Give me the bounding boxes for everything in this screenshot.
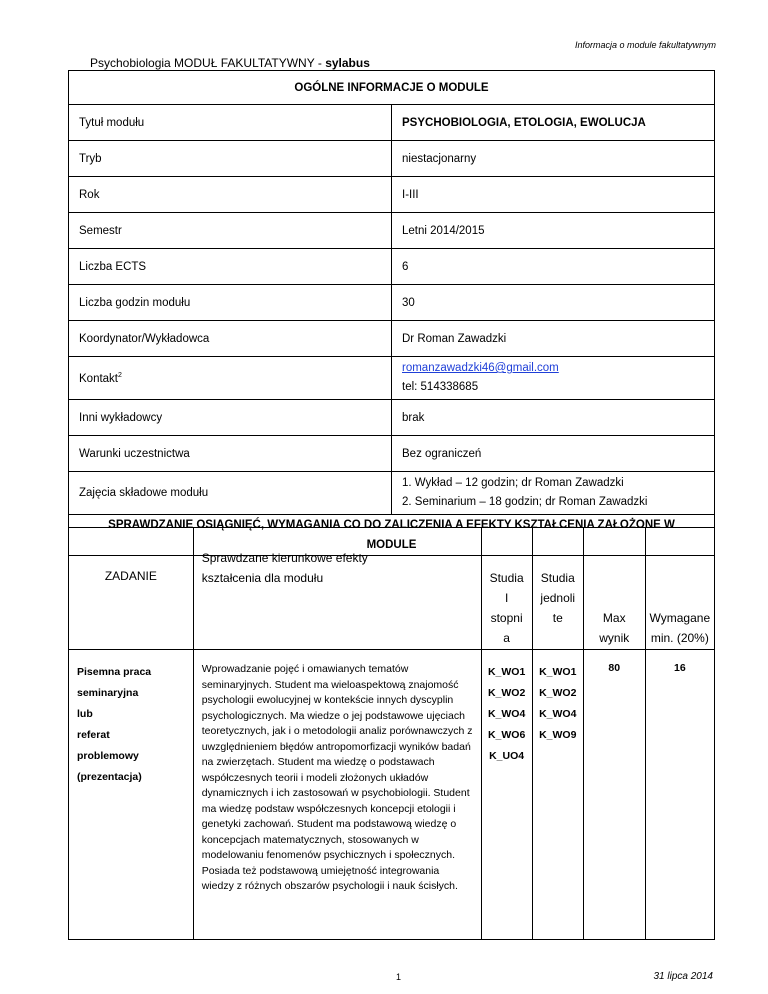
effect-code: K_WO4 <box>539 708 577 720</box>
document-title-bold: sylabus <box>325 56 370 70</box>
task-line: referat <box>77 729 110 741</box>
classes-value <box>392 472 715 515</box>
row-label: Koordynator/Wykładowca <box>69 321 392 357</box>
assessment-table <box>68 527 715 940</box>
row-label: Liczba godzin modułu <box>69 285 392 321</box>
max-score: 80 <box>583 650 645 940</box>
general-info-table <box>68 70 715 556</box>
row-value: Bez ograniczeń <box>392 436 715 472</box>
general-info-heading: OGÓLNE INFORMACJE O MODULE <box>69 71 715 105</box>
column-header-required <box>645 528 714 650</box>
assessment-heading-line-1: SPRAWDZANIE OSIĄGNIĘĆ, WYMAGANIA CO DO ZALICZENIA A EFEKTY KSZTAŁCENIA ZAŁOŻONE W <box>108 519 675 531</box>
effect-code: K_WO2 <box>487 687 526 699</box>
column-header-studia-i <box>481 528 532 650</box>
task-line: (prezentacja) <box>77 771 142 783</box>
header-line: te <box>552 611 563 625</box>
class-line-1: 1. Wykład – 12 godzin; dr Roman Zawadzki <box>402 477 624 489</box>
assessment-header-row <box>69 528 715 650</box>
row-label: Zajęcia składowe modułu <box>69 472 392 515</box>
top-right-note: Informacja o module fakultatywnym <box>574 40 716 50</box>
effects-description: Wprowadzanie pojęć i omawianych tematów seminaryjnych. Student ma wieloaspektową znajomość psychologii ewolucyjnej w kontekście innych dyscyplin psychologicznych. Ma wiedze o jej podstawowe ujęciach teoretycznych, jak i o metodologii analiz porównawczych z uwzględnieniem błędów antropomorfizacji wyników badań na zwierzętach. Student ma wiedzę o podstawach współczesnych teorii i modeli złożonych układów dynamicznych i ich zastosowań w psychobiologii. Student ma wiedzę podstaw współczesnych koncepcji etologii i genetyki zachowań. Student ma podstawową wiedzę o koncepcjach matematycznych, stosowanych w modelowaniu fenomenów psychicznych i społecznych. Posiada też podstawową umiejętność integrowania wiedzy z różnych obszarów psychologii i nauk ścisłych. <box>193 650 481 940</box>
table-row <box>69 400 715 436</box>
row-value: I-III <box>392 177 715 213</box>
row-value: Letni 2014/2015 <box>392 213 715 249</box>
effect-code: K_WO1 <box>539 666 577 678</box>
row-label: Tytuł modułu <box>69 105 392 141</box>
column-header-task: ZADANIE <box>69 528 194 650</box>
effect-code: K_WO9 <box>539 729 577 741</box>
column-header-effects <box>193 528 481 650</box>
contact-label <box>69 357 392 400</box>
effects-header-line-2: kształcenia dla modułu <box>201 571 324 585</box>
row-label: Rok <box>69 177 392 213</box>
row-label: Inni wykładowcy <box>69 400 392 436</box>
row-value: 6 <box>392 249 715 285</box>
studia-i-codes <box>481 650 532 940</box>
column-header-studia-jednolite <box>532 528 583 650</box>
page-number: 1 <box>396 972 402 982</box>
table-row <box>69 177 715 213</box>
assessment-row <box>69 650 715 940</box>
contact-value <box>392 357 715 400</box>
effect-code: K_WO6 <box>487 729 526 741</box>
table-row <box>69 249 715 285</box>
email-link[interactable]: romanzawadzki46@gmail.com <box>402 362 559 374</box>
column-header-max <box>583 528 645 650</box>
header-line: a <box>503 631 510 645</box>
table-row <box>69 321 715 357</box>
document-title <box>90 56 370 70</box>
table-row <box>69 213 715 249</box>
header-line: Studia <box>540 571 575 585</box>
assessment-heading-line-2: MODULE <box>366 539 417 551</box>
effect-code: K_WO1 <box>487 666 526 678</box>
required-score: 16 <box>645 650 714 940</box>
table-row <box>69 436 715 472</box>
row-label: Semestr <box>69 213 392 249</box>
task-line: lub <box>77 708 93 720</box>
row-value: brak <box>392 400 715 436</box>
task-cell <box>69 650 194 940</box>
table-row <box>69 105 715 141</box>
header-line: Wymagane <box>649 611 711 625</box>
header-line: stopni <box>490 611 523 625</box>
contact-label-text: Kontakt <box>79 372 118 385</box>
effect-code: K_WO4 <box>487 708 526 720</box>
table-row <box>69 472 715 515</box>
effects-header-line-1: Sprawdzane kierunkowe efekty <box>201 551 368 565</box>
effect-code: K_UO4 <box>489 750 525 762</box>
footer-date: 31 lipca 2014 <box>653 971 713 982</box>
studia-jednolite-codes <box>532 650 583 940</box>
row-label: Warunki uczestnictwa <box>69 436 392 472</box>
task-line: seminaryjna <box>77 687 139 699</box>
header-line: Studia <box>489 571 524 585</box>
header-line: I <box>504 591 509 605</box>
phone-text: tel: 514338685 <box>402 381 479 393</box>
header-line: wynik <box>599 631 630 645</box>
table-row <box>69 285 715 321</box>
header-line: min. (20%) <box>650 631 709 645</box>
table-row <box>69 141 715 177</box>
header-line: Max <box>602 611 626 625</box>
row-label: Tryb <box>69 141 392 177</box>
table-row <box>69 357 715 400</box>
row-label: Liczba ECTS <box>69 249 392 285</box>
header-line: jednoli <box>540 591 576 605</box>
effect-code: K_WO2 <box>539 687 577 699</box>
row-value: Dr Roman Zawadzki <box>392 321 715 357</box>
module-title-value: PSYCHOBIOLOGIA, ETOLOGIA, EWOLUCJA <box>392 105 715 141</box>
contact-label-sup: 2 <box>118 371 122 379</box>
task-line: problemowy <box>77 750 139 762</box>
row-value: niestacjonarny <box>392 141 715 177</box>
task-line: Pisemna praca <box>77 666 152 678</box>
class-line-2: 2. Seminarium – 18 godzin; dr Roman Zawadzki <box>402 496 648 508</box>
document-title-prefix: Psychobiologia MODUŁ FAKULTATYWNY - <box>90 56 326 70</box>
row-value: 30 <box>392 285 715 321</box>
